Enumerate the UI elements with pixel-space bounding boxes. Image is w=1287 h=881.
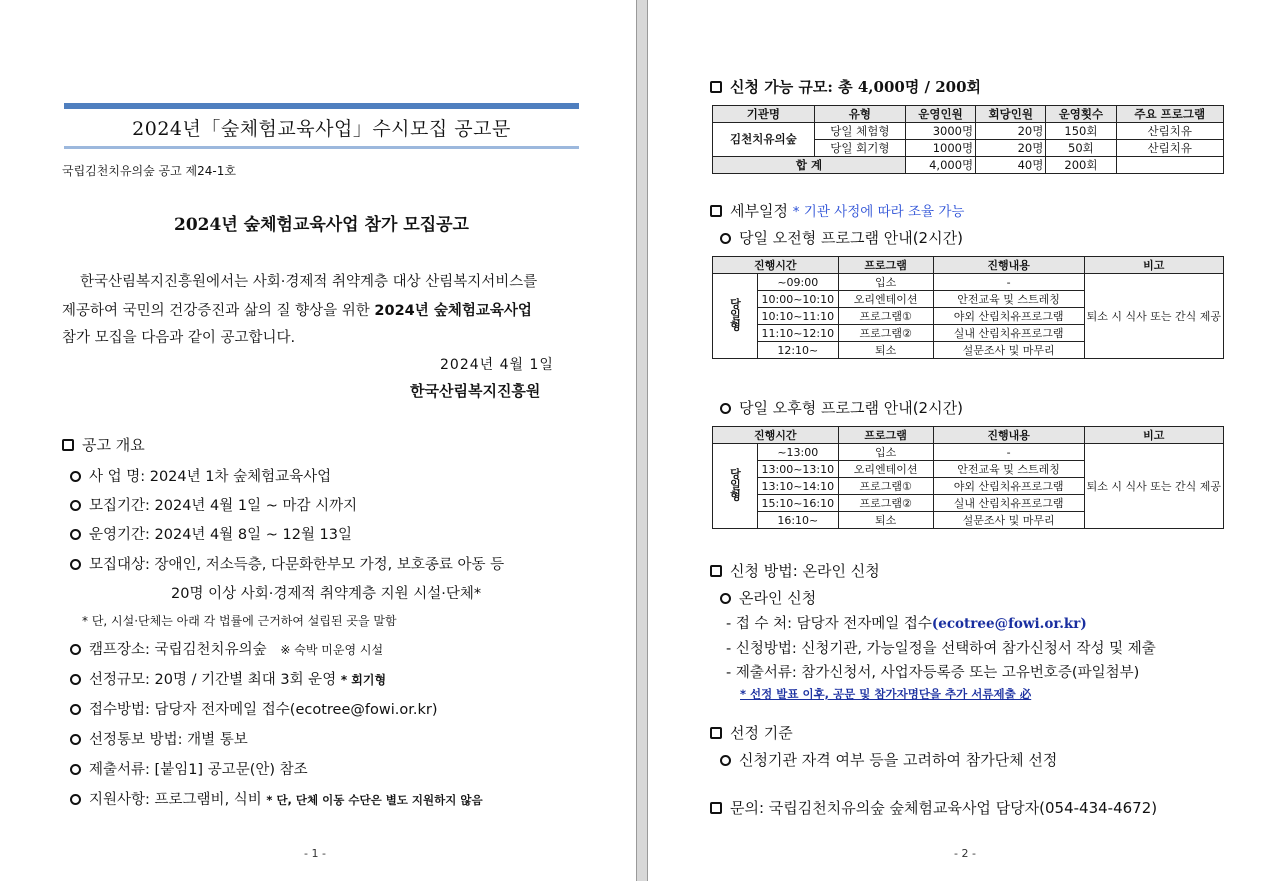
checkbox-square-icon [62,439,74,451]
item-project-name [70,465,331,486]
table-row [713,444,1224,461]
item-label: 모집대상: [89,557,150,573]
cell: 12:10~ [758,342,839,359]
item-documents [70,758,308,779]
criteria-text-label: 신청기관 자격 여부 등을 고려하여 참가단체 선정 [739,751,1058,769]
intro-line-2-bold: 2024년 숲체험교육사업 [374,303,532,319]
target-continuation: 20명 이상 사회·경제적 취약계층 지원 시설·단체* [171,586,482,602]
page-gutter [636,0,648,881]
cell: 산림치유 [1116,140,1223,157]
th-content: 진행내용 [933,427,1084,444]
item-value: [붙임1] 공고문(안) 참조 [154,762,308,778]
checkbox-square-icon [710,565,722,577]
page-1 [0,0,636,881]
item-label: 지원사항: [89,792,150,808]
organization-name: 한국산림복지진흥원 [410,382,541,400]
criteria-heading-label: 선정 기준 [730,724,793,742]
item-label: 운영기간: [89,527,150,543]
cell: 3000명 [905,123,975,140]
th-org: 기관명 [713,106,815,123]
circle-bullet-icon [70,704,81,715]
contact-line [710,797,1157,818]
cell: 11:10~12:10 [758,325,839,342]
method-value: 신청기관, 가능일정을 선택하여 참가신청서 작성 및 제출 [801,641,1156,657]
th-type: 유형 [814,106,905,123]
cell: 오리엔테이션 [838,291,933,308]
circle-bullet-icon [720,593,731,604]
th-program: 프로그램 [838,257,933,274]
contact-email: (ecotree@fowi.or.kr) [931,616,1087,632]
th-count: 운영횟수 [1046,106,1116,123]
section-overview [62,434,145,455]
cell: 15:10~16:10 [758,495,839,512]
circle-bullet-icon [720,403,731,414]
cell: 16:10~ [758,512,839,529]
item-target [70,553,504,574]
item-notify-method [70,728,248,749]
am-schedule-table [712,256,1224,359]
th-content: 진행내용 [933,257,1084,274]
circle-bullet-icon [70,500,81,511]
page-2 [648,0,1287,881]
document-title: 2024년「숲체험교육사업」수시모집 공고문 [132,118,511,140]
circle-bullet-icon [70,471,81,482]
item-support [70,788,483,809]
cell: 프로그램② [838,495,933,512]
th-program: 프로그램 [838,427,933,444]
capacity-table [712,105,1224,174]
side-label-text: 당일형 [728,467,742,501]
cell: 설문조사 및 마무리 [933,512,1084,529]
table-header-row [713,106,1224,123]
contact-label: 문의: 국립김천치유의숲 숲체험교육사업 담당자(054-434-4672) [730,799,1158,817]
cell: 입소 [838,274,933,291]
item-note: * 회기형 [340,673,387,687]
item-camp-place [70,638,383,659]
cell: 프로그램① [838,308,933,325]
cell: 20명 [976,140,1046,157]
pm-program-heading [720,397,963,418]
page-number-1: - 1 - [304,847,326,860]
main-heading: 2024년 숲체험교육사업 참가 모집공고 [174,215,469,235]
table-row [713,274,1224,291]
cell: 안전교육 및 스트레칭 [933,291,1084,308]
method-heading [710,560,880,581]
cell-side-label [713,444,758,529]
cell-remark: 퇴소 시 식사 또는 간식 제공 [1084,444,1223,529]
th-program: 주요 프로그램 [1116,106,1223,123]
notice-date: 2024년 4월 1일 [440,357,554,373]
item-label: 선정통보 방법: [89,732,183,748]
am-program-label: 당일 오전형 프로그램 안내(2시간) [739,229,963,247]
item-value: 2024년 4월 1일 ~ 마감 시까지 [154,498,358,514]
cell: 야외 산림치유프로그램 [933,478,1084,495]
cell: 150회 [1046,123,1116,140]
circle-bullet-icon [70,764,81,775]
checkbox-square-icon [710,205,722,217]
method-label: - 신청방법: [726,641,797,657]
item-note: ※ 숙박 미운영 시설 [280,643,384,657]
circle-bullet-icon [70,674,81,685]
page-number-2: - 2 - [954,847,976,860]
item-label: 접수방법: [89,702,150,718]
cell: 20명 [976,123,1046,140]
th-time: 진행시간 [713,427,839,444]
schedule-note: * 기관 사정에 따라 조율 가능 [792,204,965,220]
item-label: 제출서류: [89,762,150,778]
capacity-heading [710,76,981,97]
intro-line-3: 참가 모집을 다음과 같이 공고합니다. [62,330,296,346]
cell: 4,000명 [905,157,975,174]
cell: 퇴소 [838,342,933,359]
cell-org: 김천치유의숲 [713,123,815,157]
title-bar-top [64,103,579,109]
item-label: 캠프장소: [89,642,150,658]
cell: ~13:00 [758,444,839,461]
circle-bullet-icon [70,559,81,570]
method-heading-label: 신청 방법: 온라인 신청 [730,562,880,580]
item-scale [70,668,386,689]
cell [1116,157,1223,174]
item-label: 모집기간: [89,498,150,514]
method-label: - 접 수 처: [726,616,792,632]
criteria-text [720,749,1057,770]
cell: 산림치유 [1116,123,1223,140]
cell: - [933,444,1084,461]
item-value: 장애인, 저소득층, 다문화한부모 가정, 보호종료 아동 등 [154,557,505,573]
item-value: 20명 / 기간별 최대 3회 운영 [154,672,337,688]
cell: 실내 산림치유프로그램 [933,325,1084,342]
table-total-row [713,157,1224,174]
item-value: 국립김천치유의숲 [154,642,267,658]
th-per-session: 회당인원 [976,106,1046,123]
cell: 실내 산림치유프로그램 [933,495,1084,512]
table-header-row [713,257,1224,274]
item-label: 선정규모: [89,672,150,688]
cell: 당일 체험형 [814,123,905,140]
cell: - [933,274,1084,291]
am-program-heading [720,227,963,248]
intro-line-1: 한국산림복지진흥원에서는 사회·경제적 취약계층 대상 산림복지서비스를 [80,274,538,290]
item-value: 담당자 전자메일 접수(ecotree@fowi.or.kr) [154,702,438,718]
method-line-how [726,637,1156,658]
intro-line-2-text: 제공하여 국민의 건강증진과 삶의 질 향상을 위한 [62,303,370,319]
schedule-heading [710,200,964,221]
cell: 13:10~14:10 [758,478,839,495]
online-apply-heading [720,587,816,608]
cell: 10:00~10:10 [758,291,839,308]
cell: ~09:00 [758,274,839,291]
method-value: 담당자 전자메일 접수 [796,616,932,632]
item-apply-method [70,698,438,719]
checkbox-square-icon [710,727,722,739]
cell: 오리엔테이션 [838,461,933,478]
schedule-heading-label: 세부일정 [730,202,788,220]
title-bar-bottom [64,146,579,149]
cell: 프로그램② [838,325,933,342]
cell: 50회 [1046,140,1116,157]
table-row [713,123,1224,140]
cell-total-label: 합 계 [713,157,906,174]
cell: 13:00~13:10 [758,461,839,478]
method-line-receipt [726,612,1087,633]
circle-bullet-icon [70,794,81,805]
side-label-text: 당일형 [728,297,742,331]
target-note: * 단, 시설·단체는 아래 각 법률에 근거하여 설립된 곳을 말함 [82,614,397,628]
table-header-row [713,427,1224,444]
item-value: 프로그램비, 식비 [154,792,262,808]
method-line-docs [726,661,1139,682]
item-value: 2024년 4월 8일 ~ 12월 13일 [154,527,353,543]
checkbox-square-icon [710,802,722,814]
cell: 퇴소 [838,512,933,529]
online-apply-label: 온라인 신청 [739,589,817,607]
capacity-heading-label: 신청 가능 규모: 총 4,000명 / 200회 [730,78,982,96]
cell: 당일 회기형 [814,140,905,157]
cell: 설문조사 및 마무리 [933,342,1084,359]
circle-bullet-icon [70,529,81,540]
checkbox-square-icon [710,81,722,93]
cell-remark: 퇴소 시 식사 또는 간식 제공 [1084,274,1223,359]
cell: 40명 [976,157,1046,174]
th-time: 진행시간 [713,257,839,274]
cell-side-label [713,274,758,359]
circle-bullet-icon [70,644,81,655]
th-remark: 비고 [1084,257,1223,274]
circle-bullet-icon [720,755,731,766]
section-overview-label: 공고 개요 [82,436,145,454]
circle-bullet-icon [720,233,731,244]
criteria-heading [710,722,793,743]
cell: 안전교육 및 스트레칭 [933,461,1084,478]
cell: 1000명 [905,140,975,157]
method-value: 참가신청서, 사업자등록증 또는 고유번호증(파일첨부) [801,665,1140,681]
method-label: - 제출서류: [726,665,797,681]
item-value: 개별 통보 [187,732,248,748]
cell: 야외 산림치유프로그램 [933,308,1084,325]
cell: 200회 [1046,157,1116,174]
item-value: 2024년 1차 숲체험교육사업 [149,469,332,485]
th-remark: 비고 [1084,427,1223,444]
pm-program-label: 당일 오후형 프로그램 안내(2시간) [739,399,963,417]
circle-bullet-icon [70,734,81,745]
cell: 입소 [838,444,933,461]
method-note: * 선정 발표 이후, 공문 및 참가자명단을 추가 서류제출 必 [740,687,1032,701]
notice-number: 국립김천치유의숲 공고 제24-1호 [62,164,236,178]
intro-line-2 [62,299,582,320]
item-recruit-period [70,494,357,515]
item-operation-period [70,523,352,544]
item-label: 사 업 명: [89,469,146,485]
item-note: * 단, 단체 이동 수단은 별도 지원하지 않음 [266,793,483,807]
pm-schedule-table [712,426,1224,529]
cell: 10:10~11:10 [758,308,839,325]
th-total: 운영인원 [905,106,975,123]
cell: 프로그램① [838,478,933,495]
